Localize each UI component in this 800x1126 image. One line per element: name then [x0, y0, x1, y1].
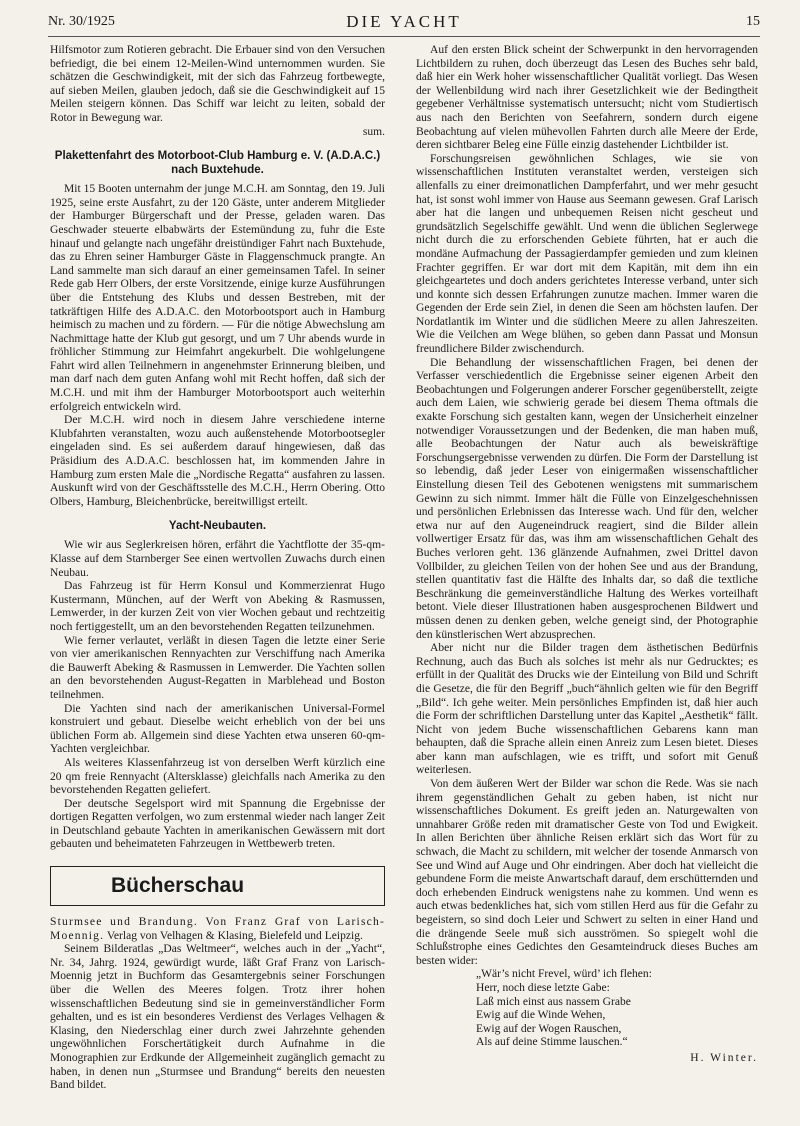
- paragraph: Aber nicht nur die Bilder tragen dem ästhetischen Bedürfnis Rechnung, auch das Buch als solches ist mehr als nur Gedrucktes; es erfüllt in der Qualität des Drucks wie der Einteilung von Bild und Schrift die Gesetze, die für den Begriff „buch“ähnlich gelten wie für den Begriff „Bild“. Ich gehe weiter. Mein persönliches Empfinden ist, daß hier auch die Form der schriftlichen Darstellung unter das Kapitel „Aesthetik“ fällt. Nicht von jedem Buche wissenschaftlichen Gebarens kann man behaupten, daß die Sprache allein einen Anreiz zum Lesen bietet. Dieses aber kann man aufschlagen, wie es trifft, und sofort mit Genuß weiterlesen.: [416, 642, 758, 777]
- book-title: Sturmsee und Brandung. Von Franz Graf von Larisch-Moennig.: [50, 916, 385, 942]
- paragraph: Die Behandlung der wissenschaftlichen Fragen, bei denen der Verfasser verschiedentlich die Ergebnisse seiner eigenen Arbeit den Beobachtungen und Folgerungen anderer Forscher gegenüberstellt, zeigte auch dem Laien, wie schwierig gerade bei diesem Thema oftmals die exakte Forschung sich gestalten kann, wegen der Unsicherheit einzelner notwendiger Voraussetzungen und der Bedenken, die man haben muß, alle Beobachtungen der Natur auch als beweiskräftige Forschungsergebnisse verwenden zu dürfen. Die Form der Darstellung ist so lebendig, daß jeder Leser von einigermaßen wissenschaftlicher Einstellung diesen Teil des Gebotenen wenigstens mit summarischem Gewinn zu sich nimmt. Immer hält die Fülle von Einzelgeschehnissen und persönlichen Erlebnissen das Interesse wach. Und für den, welcher etwa nur auf den Augeneindruck reagiert, sind die Bilder allein vollwertiger Ersatz für das, was ihm am wissenschaftlichen Gehalt des Buches verloren geht. 136 glänzende Aufnahmen, zwei Drittel davon Vollbilder, zu gleichen Teilen von der hohen See und aus der Brandung, stellen quantitativ fast die Hälfte des Inhalts dar, so daß die textliche Beschränkung die gemeinverständliche Haltung des Werkes vorteilhaft betont. Viele dieser Illustrationen haben ausgesprochenen Bildwert und müssen denen zu denken geben, welche geneigt sind, der Photographie den künstlerischen Wert abzusprechen.: [416, 356, 758, 641]
- magazine-title: DIE YACHT: [346, 12, 462, 31]
- paragraph: Forschungsreisen gewöhnlichen Schlages, wie sie von wissenschaftlichen Instituten veranstaltet werden, versteigen sich allenfalls zu einer dreimonatlichen Dampferfahrt, und wer mehr gesucht hat, ist sonst wohl immer von Hause aus Seemann gewesen. Graf Larisch aber hat die langen und unbequemen Reisen nicht gescheut und grundsätzlich Segelschiffe gewählt. Und wenn die üblichen Seglerwege nicht durch die zu erforschenden Gebiete führten, hat er auch die mondäne Aufmachung der Passagierdampfer gemieden und zum kleinen Frachter gegriffen. Er war dort mit dem Kapitän, mit dem ihn ein gleichgeartetes und doch anders gerichtetes Interesse verband, unter sich und konnte sich dessen Erfahrungen zunutze machen. Immer waren die Gegenden der Erde sein Ziel, in denen die Seen am höchsten laufen. Der Nordatlantik im Winter und die südlichen Meere zu allen Jahreszeiten. Wie die Veilchen am Wege blühen, so geben dann Passat und Monsun freundlichere Bilder zwischendurch.: [416, 152, 758, 356]
- left-column: [50, 44, 385, 1093]
- paragraph: Seinem Bilderatlas „Das Weltmeer“, welches auch in der „Yacht“, Nr. 34, Jahrg. 1924, gewürdigt wurde, läßt Graf Franz von Larisch-Moennig jetzt in Buchform das Gesamtergebnis seiner Forschungen über die Wellen des Meeres folgen. Trotz ihrer hohen wissenschaftlichen Bedeutung sind sie in gemeinverständlicher Form gehalten, und es ist ein besonderes Verdienst des Verlages Velhagen & Klasing, den Niederschlag einer durch zwei Jahrzehnte gehenden ungewöhnlichen Forschertätigkeit durch Aufnahme in die Monographien zur Erdkunde der Allgemeinheit zugänglich gemacht zu haben, in denen nun „Sturmsee und Brandung“ bereits den neuesten Band bildet.: [50, 943, 385, 1092]
- poem-line: Laß mich einst aus nassem Grabe: [476, 995, 631, 1008]
- page-number: 15: [746, 14, 760, 29]
- poem-line: „Wär’s nicht Frevel, würd’ ich flehen:: [476, 968, 652, 981]
- issue-number: Nr. 30/1925: [48, 14, 115, 29]
- author-signature: H. Winter.: [690, 1051, 758, 1064]
- paragraph: Der deutsche Segelsport wird mit Spannung die Ergebnisse der dortigen Regatten verfolgen, wo zum erstenmal wieder nach langer Zeit in Deutschland gebaute Yachten in amerikanischen Gewässern mit dort gebauten und beheimateten Fahrzeugen in Wettbewerb treten.: [50, 797, 385, 851]
- paragraph: Mit 15 Booten unternahm der junge M.C.H. am Sonntag, den 19. Juli 1925, seine erste Ausfahrt, zu der 120 Gäste, unter anderem Mitglieder der Hamburger Bürgerschaft und der Presse, geladen waren. Das Geschwader steuerte elbabwärts der Estemündung zu, fuhr die Este hinauf und gelangte nach ungefähr dreistündiger Fahrt nach Buxtehude, das zu Ehren seiner Hamburger Gäste in Flaggenschmuck prangte. An Land sammelte man sich darauf an einer gemeinsamen Tafel. In seiner Rede gab Herr Olbers, der erste Vorsitzende, einige kurze Ausführungen über die Entstehung des Klubs und dessen Bestreben, mit der tatkräftigen Hilfe des A.D.A.C. den Motorbootsport auch in Hamburg heimisch zu machen und zu fördern. — Für die nötige Abwechslung am Nachmittage hatte der Klub gut gesorgt, und um 7 Uhr abends wurde in fröhlicher Stimmung zur Heimfahrt angekurbelt. Die wohlgelungene Fahrt wird allen Teilnehmern in angenehmster Erinnerung bleiben, und man darf nach dem guten Anfang wohl mit Recht hoffen, daß sich der M.C.H. und mit ihm der Hamburger Motorbootsport auch weiterhin erfolgreich entwickeln wird.: [50, 183, 385, 413]
- book-citation: [50, 916, 385, 943]
- poem: [476, 968, 758, 1050]
- right-column: [416, 44, 758, 1066]
- paragraph: Wie wir aus Seglerkreisen hören, erfährt die Yachtflotte der 35-qm-Klasse auf dem Starnberger See einen wertvollen Zuwachs durch einen Neubau.: [50, 539, 385, 579]
- paragraph: Das Fahrzeug ist für Herrn Konsul und Kommerzienrat Hugo Kustermann, München, auf der Werft von Abeking & Rasmussen, Lemwerder, in der kurzen Zeit von vier Wochen gebaut und rechtzeitig noch fertiggestellt, um an den bevorstehenden Regatten teilzunehmen.: [50, 580, 385, 633]
- poem-line: Herr, noch diese letzte Gabe:: [476, 981, 610, 994]
- paragraph: Die Yachten sind nach der amerikanischen Universal-Formel konstruiert und gebaut. Dieselbe weicht erheblich von der bei uns üblichen Form ab. Allgemein sind diese Yachten etwa unseren 60-qm-Yachten vergleichbar.: [50, 702, 385, 756]
- poem-line: Ewig auf der Wogen Rauschen,: [476, 1022, 622, 1035]
- paragraph: Hilfsmotor zum Rotieren gebracht. Die Erbauer sind von den Versuchen befriedigt, die bei einem 12-Meilen-Wind unternommen wurden. Sie schätzen die Geschwindigkeit, mit der sich das Fahrzeug fortbewegte, auf sieben Meilen, glauben jedoch, daß sie die Geschwindigkeit auf 15 Meilen steigern können. Das Schiff war leicht zu leiten, sobald der Rotor in Bewegung war.: [50, 44, 385, 124]
- poem-line: Ewig auf die Winde Wehen,: [476, 1009, 606, 1022]
- paragraph: Auf den ersten Blick scheint der Schwerpunkt in den hervorragenden Lichtbildern zu ruhen, doch überzeugt das Lesen des Buches sehr bald, daß hier ein Werk hoher wissenschaftlicher Qualität vorliegt. Das Wesen der Wellenbildung wird nach ihrer Gesetzlichkeit wie der Bedingtheit gegebener Verhältnisse systematisch untersucht; nicht vom Studiertisch aus nach den Berichten von Seefahrern, sondern durch eigene Beobachtung auf vielen mühevollen Fahrten durch alle Meere der Erde, deren sichtbarer Beleg eine Fülle einzig dastehender Lichtbilder ist.: [416, 44, 758, 152]
- paragraph: Als weiteres Klassenfahrzeug ist von derselben Werft kürzlich eine 20 qm freie Rennyacht (Altersklasse) gleichfalls nach Amerika zu den bevorstehenden Regatten geliefert.: [50, 756, 385, 797]
- paragraph: Wie ferner verlautet, verläßt in diesen Tagen die letzte einer Serie von vier amerikanischen Rennyachten zur Verschiffung nach Amerika die Bauwerft Abeking & Rasmussen in Lemwerder. Die Yachten sollen an den bevorstehenden August-Regatten in Marblehead und Boston teilnehmen.: [50, 634, 385, 701]
- section-title: Bücherschau: [111, 874, 245, 898]
- article-heading: Yacht-Neubauten.: [168, 520, 267, 533]
- paragraph: Von dem äußeren Wert der Bilder war schon die Rede. Was sie nach ihrem gegenständlichen Gehalt zu geben haben, ist nicht nur wissenschaftliches Dokument. Es greift jeden an. Naturgewalten von unnahbarer Größe reden mit dramatischer Geste von Tod und Ewigkeit. In allen Berichten über ähnliche Reisen erklärt sich das Wort für zu schwach, die Macht zu schildern, mit welcher der tosende Anmarsch von See und Wind auf Auge und Ohr eindringen. Aber doch hat vielleicht die gebundene Form die meiste Anwartschaft darauf, dem erschütternden und doch erhebenden Eindruck wenigstens nahe zu kommen. Und wenn es auch etwas bedenkliches hat, sich vom stillen Herd aus für die Gefahr zu begeistern, so sind doch Leier und Schwert zu selten in einer Hand und die drängende Seele muß sich ausströmen. So spiegelt wohl die Schlußstrophe eines Gedichtes den Gesamteindruck dieses Buches am besten wider:: [416, 778, 758, 967]
- section-heading-box: [50, 866, 385, 906]
- paragraph: Der M.C.H. wird noch in diesem Jahre verschiedene interne Klubfahrten veranstalten, wozu auch außenstehende Motorbootsegler eingeladen sind. Es sei außerdem darauf hingewiesen, daß das Präsidium des A.D.A.C. beschlossen hat, im kommenden Jahre in Hamburg zum ersten Male die „Nordische Regatta“ ausfahren zu lassen. Auskunft wird von der Geschäftsstelle des M.C.H., Herrn Obering. Otto Olbers, Hamburg, Bleichenbrücke, bereitwilligst erteilt.: [50, 414, 385, 508]
- author-initials: sum.: [362, 125, 385, 138]
- poem-line: Als auf deine Stimme lauschen.“: [476, 1036, 628, 1049]
- book-publisher: Verlag von Velhagen & Klasing, Bielefeld und Leipzig.: [106, 929, 363, 942]
- article-heading: Plakettenfahrt des Motorboot-Club Hamburg e. V. (A.D.A.C.) nach Buxtehude.: [54, 150, 381, 177]
- running-header: [48, 12, 760, 37]
